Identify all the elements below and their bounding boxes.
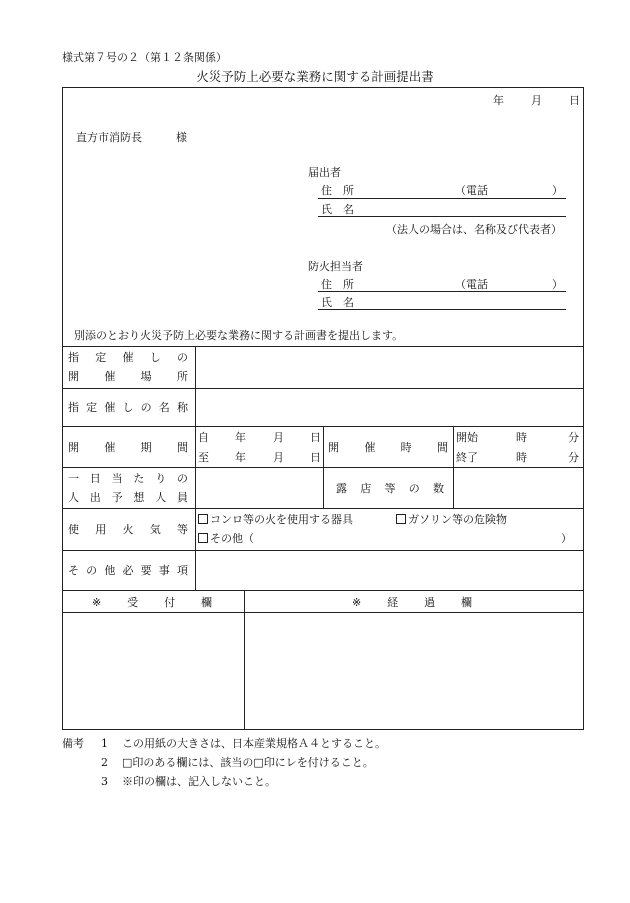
fire-officer-phone-close: ） [552, 278, 563, 291]
period-to-year: 年 [235, 451, 246, 464]
period-label: 開 催 期 間 [68, 441, 188, 454]
statement: 別添のとおり火災予防上必要な業務に関する計画書を提出します。 [74, 329, 404, 342]
period-from-day: 日 [310, 431, 321, 444]
remark-1-text: この用紙の大きさは、日本産業規格Ａ４とすること。 [122, 737, 386, 750]
option-stove[interactable] [198, 514, 353, 525]
end-minute: 分 [568, 451, 579, 464]
fire-officer-address-line [318, 291, 566, 292]
period-from-year: 年 [235, 431, 246, 444]
other-checkbox[interactable] [198, 533, 208, 543]
gasoline-checkbox[interactable] [396, 514, 406, 524]
period-from: 自 [198, 431, 209, 444]
notifier-phone-label: （電話 [455, 184, 488, 197]
notifier-phone-close: ） [552, 184, 563, 197]
option-gasoline-label: ガソリン等の危険物 [408, 513, 507, 526]
reception-divider [244, 590, 245, 730]
honorific: 様 [176, 131, 187, 144]
period-to: 至 [198, 451, 209, 464]
remark-1-num: 1 [101, 737, 108, 750]
date-year-label: 年 [493, 94, 504, 107]
form-title: 火災予防上必要な業務に関する計画提出書 [196, 69, 434, 84]
notifier-address-line [318, 198, 566, 199]
start-label: 開始 [456, 431, 478, 444]
remark-3-num: 3 [101, 775, 108, 788]
option-stove-label: コンロ等の火を使用する器具 [210, 513, 353, 526]
notifier-name-label: 氏 名 [321, 203, 354, 216]
form-number: 様式第７号の２（第１２条関係） [62, 51, 227, 64]
notifier-address-label: 住 所 [321, 184, 354, 197]
reception-header: ※ 受 付 欄 [92, 596, 212, 609]
venue-label-line1: 指 定 催 し の [68, 351, 188, 364]
row-divider [62, 388, 584, 389]
addressee: 直方市消防長 [76, 131, 142, 144]
start-minute: 分 [568, 431, 579, 444]
start-hour: 時 [516, 431, 527, 444]
remarks-label: 備考 [62, 737, 84, 750]
event-name-label: 指 定 催 し の 名 称 [68, 401, 188, 414]
row-divider [62, 590, 584, 591]
notifier-name-line [318, 216, 566, 217]
period-from-month: 月 [273, 431, 284, 444]
date-day-label: 日 [569, 94, 580, 107]
period-to-day: 日 [310, 451, 321, 464]
option-other-close: ） [561, 532, 572, 545]
row-divider [62, 550, 584, 551]
period-to-month: 月 [273, 451, 284, 464]
date-month-label: 月 [531, 94, 542, 107]
option-gasoline[interactable] [396, 514, 507, 525]
other-matters-label: そ の 他 必 要 事 項 [68, 564, 188, 577]
end-hour: 時 [516, 451, 527, 464]
fire-officer-phone-label: （電話 [455, 278, 488, 291]
option-other-label: その他（ [210, 532, 254, 545]
attendance-label-line1: 一 日 当 た り の [68, 472, 188, 485]
remark-2-text: □印のある欄には、該当の□印にレを付けること。 [122, 756, 374, 769]
row-divider [62, 612, 584, 613]
notifier-heading: 届出者 [308, 166, 341, 179]
notifier-note: （法人の場合は、名称及び代表者） [386, 223, 562, 236]
venue-label-line2: 開 催 場 所 [68, 370, 188, 383]
fire-officer-address-label: 住 所 [321, 278, 354, 291]
fire-officer-name-label: 氏 名 [321, 296, 354, 309]
row-divider [62, 508, 584, 509]
remark-3-text: ※印の欄は、記入しないこと。 [122, 775, 276, 788]
hours-label: 開 催 時 間 [328, 441, 448, 454]
option-other[interactable] [198, 533, 254, 544]
label-column-divider [195, 346, 196, 590]
fire-equipment-label: 使 用 火 気 等 [68, 523, 188, 536]
end-label: 終了 [456, 451, 478, 464]
middle-column-divider [323, 426, 324, 508]
stove-checkbox[interactable] [198, 514, 208, 524]
fire-officer-name-line [318, 309, 566, 310]
attendance-label-line2: 人 出 予 想 人 員 [68, 491, 188, 504]
progress-header: ※ 経 過 欄 [352, 596, 472, 609]
value-column-divider [453, 426, 454, 508]
row-divider [62, 346, 584, 347]
stalls-label: 露 店 等 の 数 [336, 482, 444, 495]
remark-2-num: 2 [101, 756, 108, 769]
fire-officer-heading: 防火担当者 [308, 260, 363, 273]
